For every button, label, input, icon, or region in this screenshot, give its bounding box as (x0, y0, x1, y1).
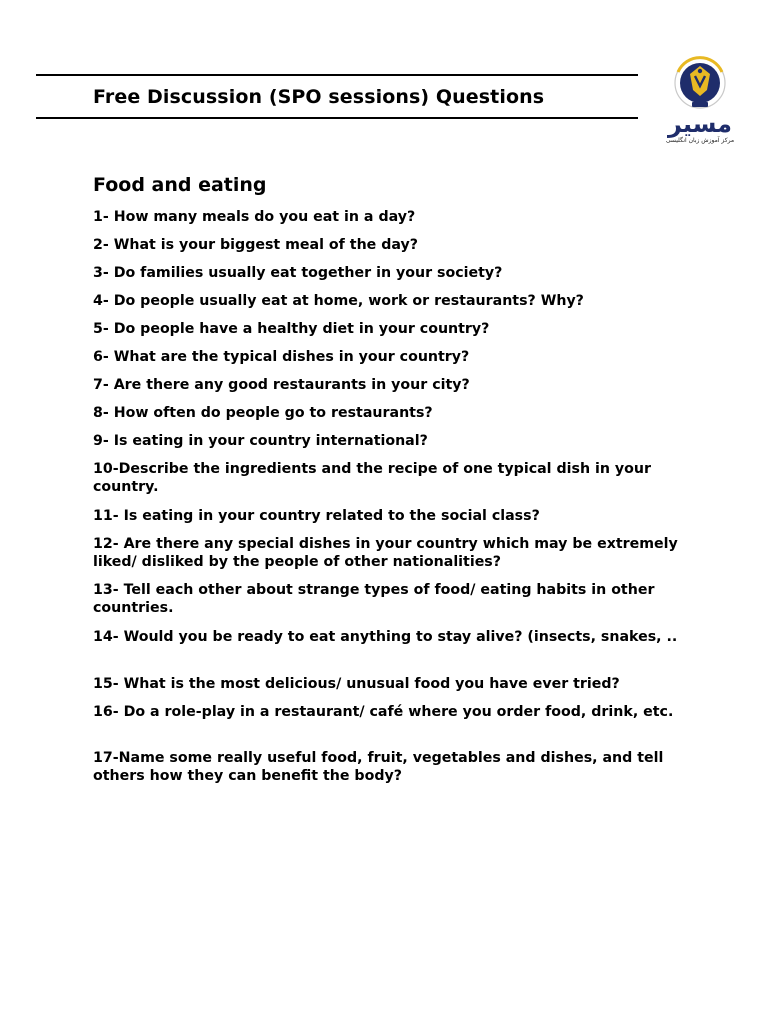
question-item: 11- Is eating in your country related to the social class? (93, 508, 540, 524)
question-item: 10-Describe the ingredients and the recipe of one typical dish in your country. (93, 461, 651, 495)
header-top-rule (36, 74, 638, 76)
question-item: 3- Do families usually eat together in your society? (93, 265, 503, 281)
question-item: 8- How often do people go to restaurants? (93, 405, 433, 421)
question-item: 5- Do people have a healthy diet in your country? (93, 321, 490, 337)
question-item: 14- Would you be ready to eat anything to stay alive? (insects, snakes, .. (93, 629, 678, 645)
question-item: 4- Do people usually eat at home, work or restaurants? Why? (93, 293, 584, 309)
section-title: Food and eating (93, 174, 267, 196)
question-item: 2- What is your biggest meal of the day? (93, 237, 418, 253)
question-item: 17-Name some really useful food, fruit, vegetables and dishes, and tell others how they can benefit the body? (93, 750, 664, 784)
question-item: 6- What are the typical dishes in your country? (93, 349, 470, 365)
logo-emblem (675, 58, 725, 108)
masir-logo (652, 50, 752, 145)
question-item: 1- How many meals do you eat in a day? (93, 209, 416, 225)
page-title: Free Discussion (SPO sessions) Questions (93, 86, 545, 108)
question-item: 13- Tell each other about strange types of food/ eating habits in other countries. (93, 582, 655, 616)
logo-brand-text: مسیر (667, 110, 733, 138)
question-item: 7- Are there any good restaurants in your city? (93, 377, 470, 393)
question-item: 16- Do a role-play in a restaurant/ café where you order food, drink, etc. (93, 704, 674, 720)
question-item: 9- Is eating in your country international? (93, 433, 428, 449)
header-bottom-rule (36, 117, 638, 119)
question-item: 12- Are there any special dishes in your country which may be extremely liked/ disliked by the people of other nationalities? (93, 536, 678, 570)
question-item: 15- What is the most delicious/ unusual food you have ever tried? (93, 676, 620, 692)
logo-tagline: مرکز آموزش زبان انگلیسی (665, 137, 735, 144)
